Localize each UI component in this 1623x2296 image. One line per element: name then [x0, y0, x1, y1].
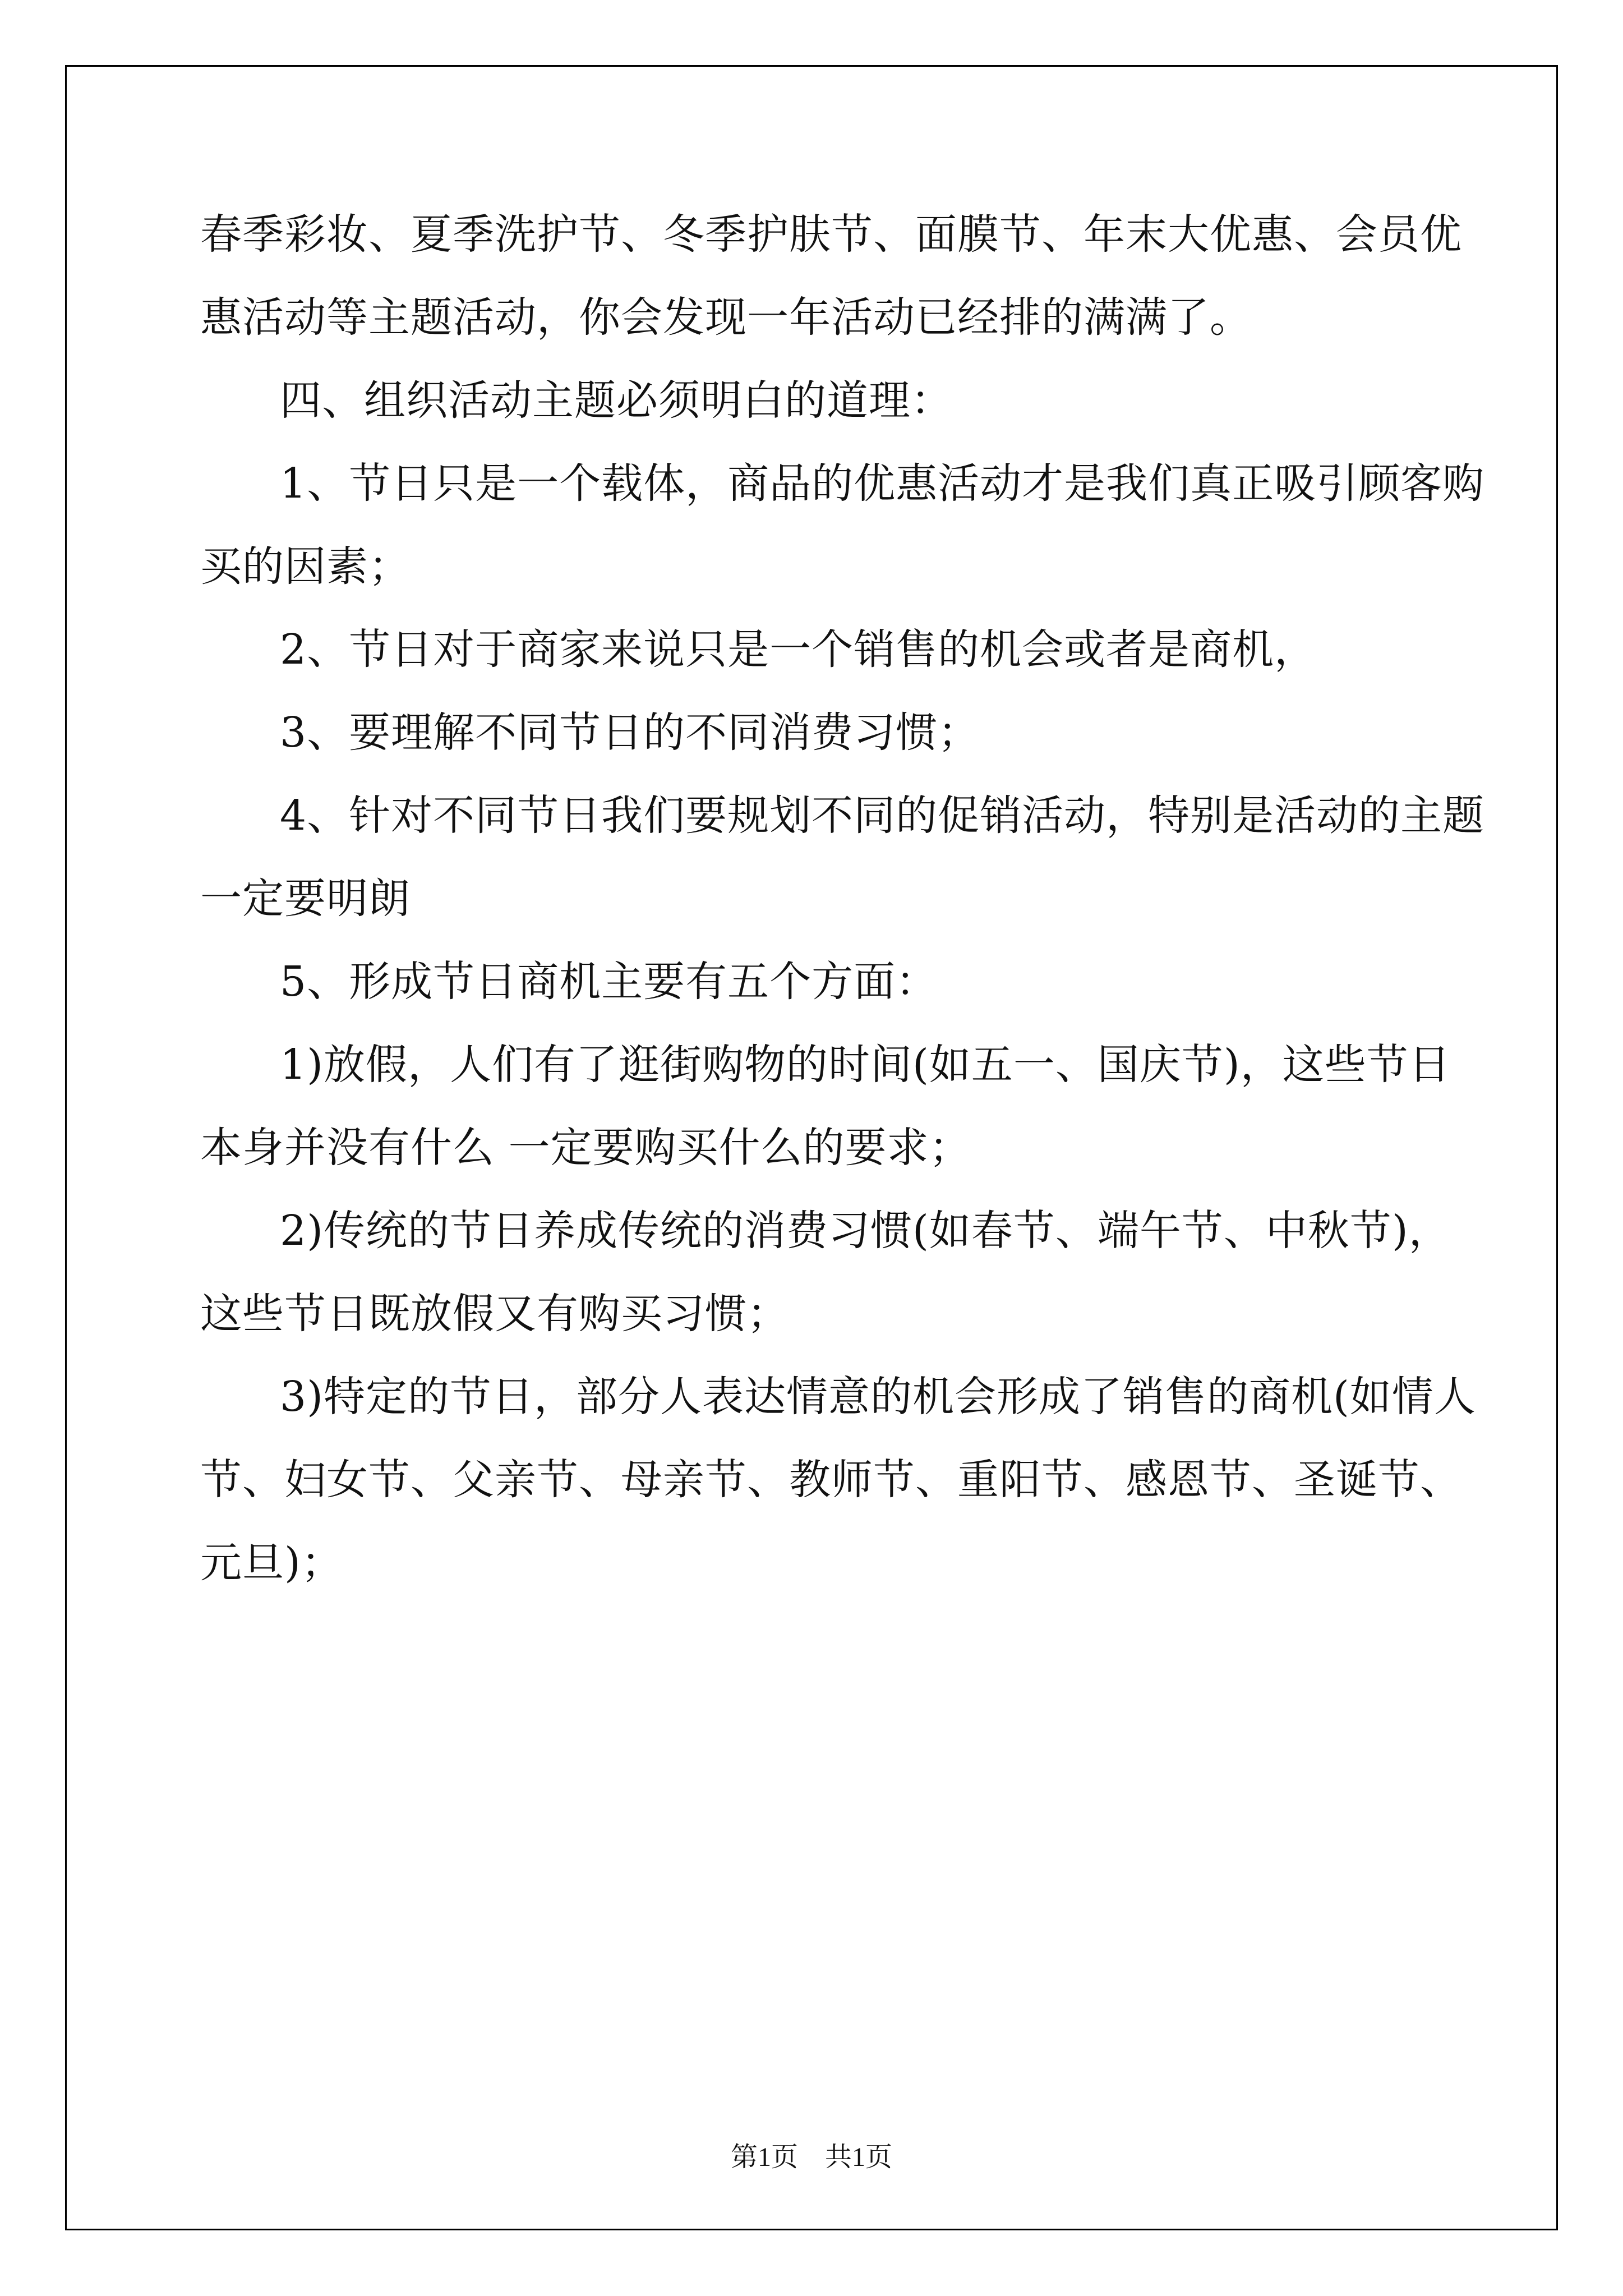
- text-line: 四、组织活动主题必须明白的道理：: [280, 376, 953, 425]
- text-line: 2、节日对于商家来说只是一个销售的机会或者是商机，: [280, 625, 1317, 674]
- text-line: 1)放假，人们有了逛街购物的时间(如五一、国庆节)，这些节日: [280, 1041, 1451, 1089]
- text-line: 惠活动等主题活动，你会发现一年活动已经排的满满了。: [200, 293, 1252, 342]
- text-line: 4、针对不同节日我们要规划不同的促销活动，特别是活动的主题: [280, 792, 1485, 840]
- text-line: 3、要理解不同节日的不同消费习惯；: [280, 708, 980, 757]
- text-line: 节、妇女节、父亲节、母亲节、教师节、重阳节、感恩节、圣诞节、: [200, 1456, 1462, 1504]
- text-line: 元旦)；: [200, 1539, 343, 1587]
- text-line: 买的因素；: [200, 542, 411, 591]
- page-number-footer: 第1页 共1页: [730, 2142, 892, 2172]
- text-line: 3)特定的节日，部分人表达情意的机会形成了销售的商机(如情人: [280, 1373, 1476, 1421]
- text-line: 5、形成节日商机主要有五个方面：: [280, 958, 938, 1006]
- text-line: 1、节日只是一个载体，商品的优惠活动才是我们真正吸引顾客购: [280, 459, 1485, 508]
- text-line: 春季彩妆、夏季洗护节、冬季护肤节、面膜节、年末大优惠、会员优: [200, 210, 1462, 259]
- text-line: 2)传统的节日养成传统的消费习惯(如春节、端午节、中秋节)，: [280, 1207, 1451, 1255]
- text-line: 这些节日既放假又有购买习惯；: [200, 1290, 789, 1338]
- text-line: 本身并没有什么 一定要购买什么的要求；: [200, 1124, 971, 1172]
- text-line: 一定要明朗: [200, 875, 411, 923]
